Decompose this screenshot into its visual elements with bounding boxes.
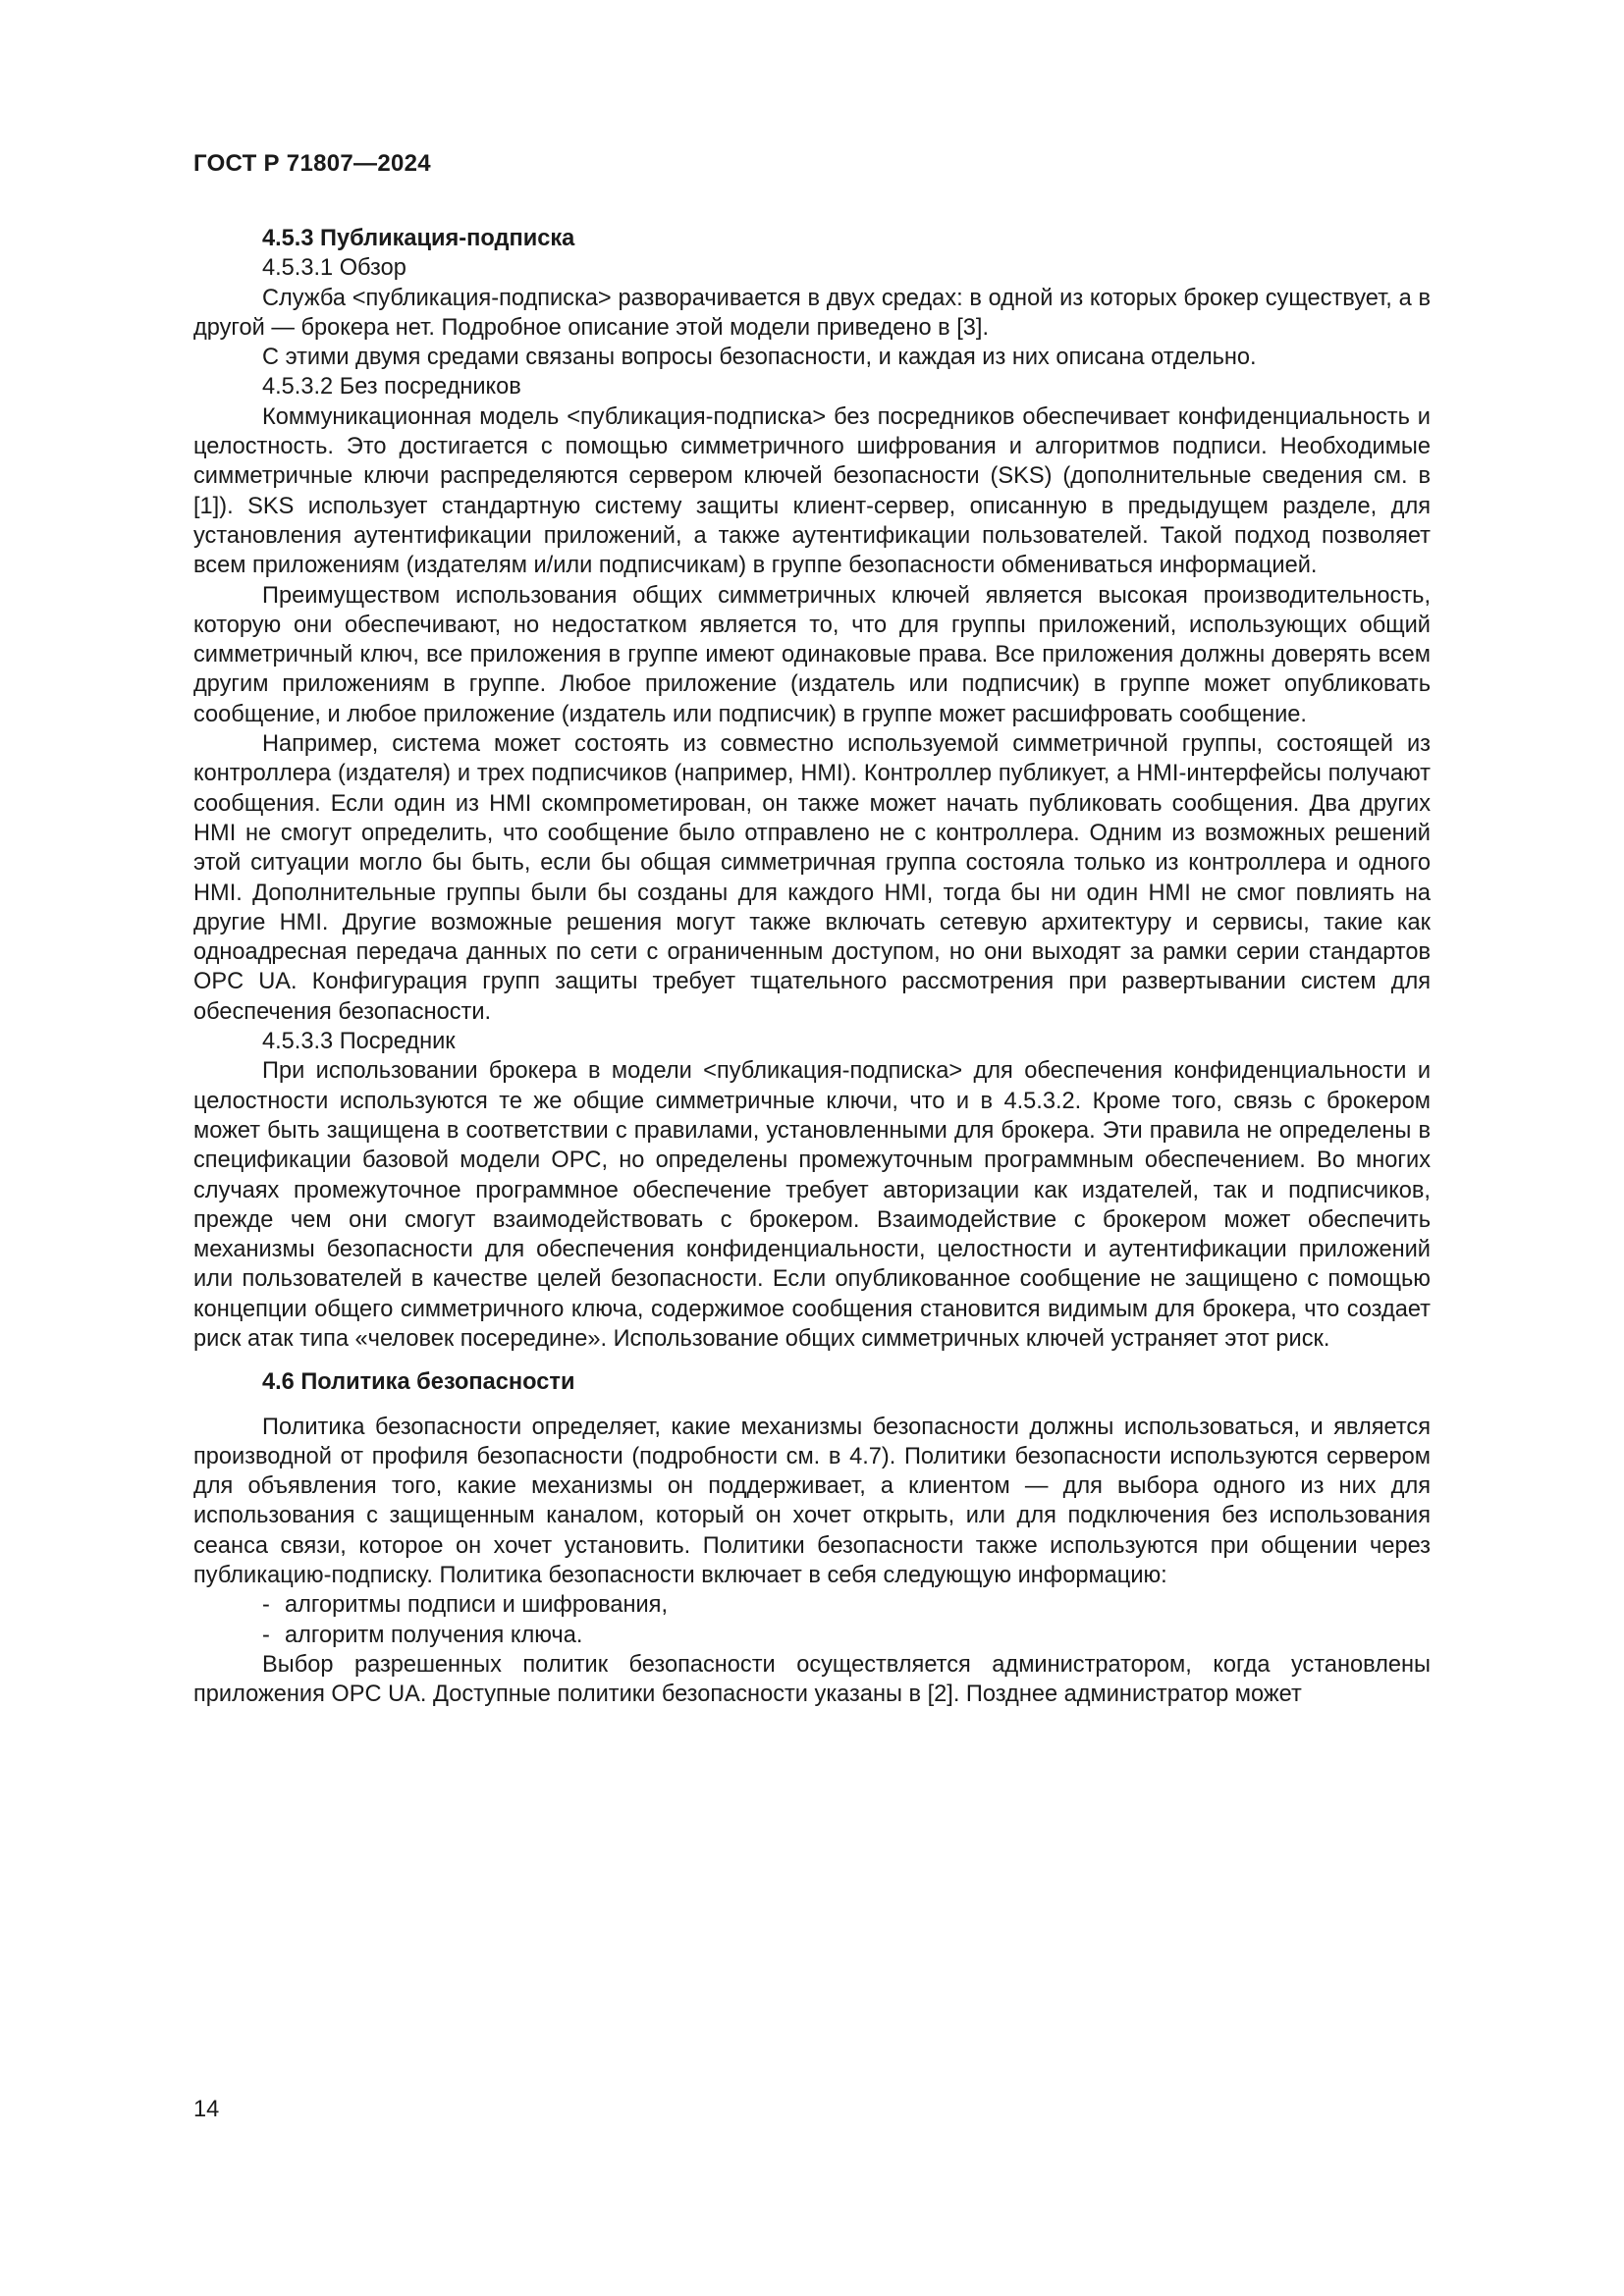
page-body [193, 224, 1431, 1710]
standard-designation: ГОСТ Р 71807—2024 [193, 150, 431, 177]
subsection-title-4-5-3-2: 4.5.3.2 Без посредников [262, 374, 521, 400]
subsection-title-4-5-3-1: 4.5.3.1 Обзор [262, 255, 406, 282]
section-heading-4-6: 4.6 Политика безопасности [262, 1369, 575, 1396]
paragraph: При использовании брокера в модели <публикация-подписка> для обеспечения конфиденциальности и целостности используются те же общие симметричные ключи, что и в 4.5.3.2. Кроме того, связь с брокером может быть защищена в соответствии с правилами, установленными для брокера. Эти правила не определены в спецификации базовой модели OPC, но определены промежуточным программным обеспечением. Во многих случаях промежуточное программное обеспечение требует авторизации как издателей, так и подписчиков, прежде чем они смогут взаимодействовать с брокером. Взаимодействие с брокером может обеспечить механизмы безопасности для обеспечения конфиденциальности, целостности и аутентификации приложений или пользователей в качестве целей безопасности. Если опубликованное сообщение не защищено с помощью концепции общего симметричного ключа, содержимое сообщения становится видимым для брокера, что создает риск атак типа «человек посередине». Использование общих симметричных ключей устраняет этот риск. [193, 1058, 1431, 1352]
list-marker: - [262, 1592, 270, 1619]
paragraph: Например, система может состоять из совместно используемой симметричной группы, состоящей из контроллера (издателя) и трех подписчиков (например, HMI). Контроллер публикует, а HMI-интерфейсы получают сообщения. Если один из HMI скомпрометирован, он также может начать публиковать сообщения. Два других HMI не смогут определить, что сообщение было отправлено не с контроллера. Одним из возможных решений этой ситуации могло бы быть, если бы общая симметричная группа состояла только из контроллера и одного HMI. Дополнительные группы были бы созданы для каждого HMI, тогда бы ни один HMI не смог повлиять на другие HMI. Другие возможные решения могут также включать сетевую архитектуру и сервисы, такие как одноадресная передача данных по сети с ограниченным доступом, но они выходят за рамки серии стандартов OPC UA. Конфигурация групп защиты требует тщательного рассмотрения при развертывании систем для обеспечения безопасности. [193, 731, 1431, 1025]
paragraph: Выбор разрешенных политик безопасности осуществляется администратором, когда установлены приложения OPC UA. Доступные политики безопасности указаны в [2]. Позднее администратор может [193, 1651, 1431, 1708]
paragraph: Политика безопасности определяет, какие механизмы безопасности должны использоваться, и является производной от профиля безопасности (подробности см. в 4.7). Политики безопасности используются сервером для объявления того, какие механизмы он поддерживает, а клиентом — для выбора одного из них для использования с защищенным каналом, который он хочет открыть, или для подключения без использования сеанса связи, которое он хочет установить. Политики безопасности также используются при общении через публикацию-подписку. Политика безопасности включает в себя следующую информацию: [193, 1414, 1431, 1589]
list-marker: - [262, 1622, 270, 1648]
list-item-text: алгоритмы подписи и шифрования, [285, 1592, 668, 1619]
list-item [262, 1621, 1431, 1650]
section-heading-4-5-3: 4.5.3 Публикация-подписка [262, 226, 575, 251]
subsection-title-4-5-3-3: 4.5.3.3 Посредник [262, 1029, 456, 1055]
page-number: 14 [193, 2097, 220, 2122]
paragraph: С этими двумя средами связаны вопросы безопасности, и каждая из них описана отдельно. [262, 345, 1257, 371]
paragraph: Служба <публикация-подписка> разворачивается в двух средах: в одной из которых брокер существует, а в другой — брокера нет. Подробное описание этой модели приведено в [3]. [193, 285, 1431, 341]
paragraph: Коммуникационная модель <публикация-подписка> без посредников обеспечивает конфиденциальность и целостность. Это достигается с помощью симметричного шифрования и алгоритмов подписи. Необходимые симметричные ключи распределяются сервером ключей безопасности (SKS) (дополнительные сведения см. в [1]). SKS использует стандартную систему защиты клиент-сервер, описанную в предыдущем разделе, для установления аутентификации приложений, а также аутентификации пользователей. Такой подход позволяет всем приложениям (издателям и/или подписчикам) в группе безопасности обмениваться информацией. [193, 403, 1431, 579]
list-item-text: алгоритм получения ключа. [285, 1622, 583, 1648]
paragraph: Преимуществом использования общих симметричных ключей является высокая производительность, которую они обеспечивают, но недостатком является то, что для группы приложений, использующих общий симметричный ключ, все приложения в группе имеют одинаковые права. Все приложения должны доверять всем другим приложениям в группе. Любое приложение (издатель или подписчик) в группе может опубликовать сообщение, и любое приложение (издатель или подписчик) в группе может расшифровать сообщение. [193, 582, 1431, 727]
list-item [262, 1590, 1431, 1620]
bullet-list [193, 1590, 1431, 1650]
